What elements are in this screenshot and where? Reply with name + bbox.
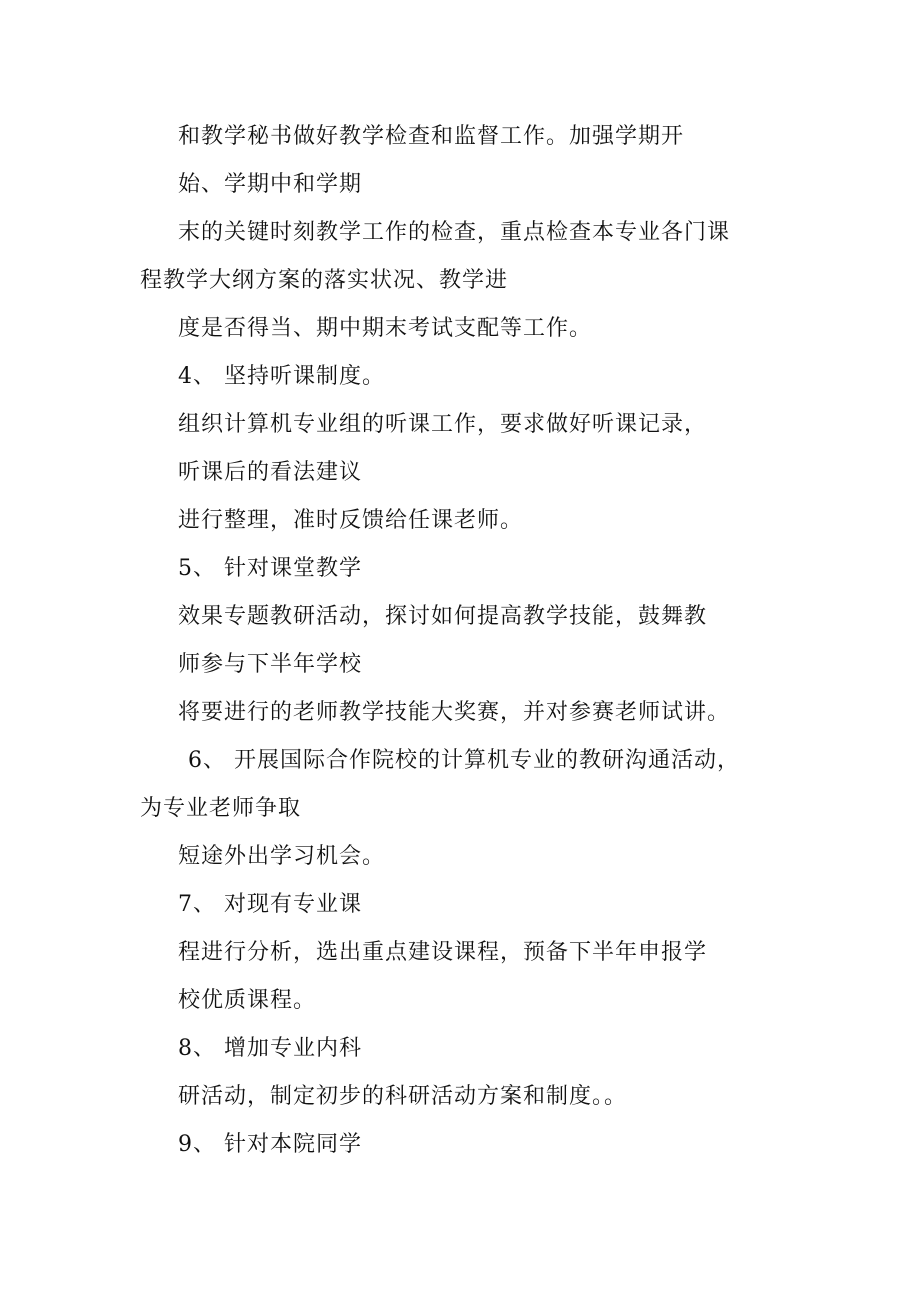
text-line: 校优质课程。 [178, 988, 317, 1013]
text-line: 末的关键时刻教学工作的检查，重点检查本专业各门课 [178, 220, 731, 245]
list-item-heading: 6、 开展国际合作院校的计算机专业的教研沟通活动， [188, 748, 740, 773]
text-line: 短途外出学习机会。 [178, 844, 386, 869]
text-line: 组织计算机专业组的听课工作，要求做好听课记录， [178, 412, 708, 437]
text-line: 将要进行的老师教学技能大奖赛，并对参赛老师试讲。 [178, 700, 731, 725]
text-line: 和教学秘书做好教学检查和监督工作。加强学期开 [178, 124, 685, 149]
list-item-heading: 7、 对现有专业课 [178, 892, 362, 917]
text-line: 进行整理，准时反馈给任课老师。 [178, 508, 524, 533]
text-line: 始、学期中和学期 [178, 172, 363, 197]
list-item-heading: 9、 针对本院同学 [178, 1132, 362, 1157]
text-line: 听课后的看法建议 [178, 460, 363, 485]
text-line: 度是否得当、期中期末考试支配等工作。 [178, 316, 593, 341]
text-line: 程进行分析，选出重点建设课程，预备下半年申报学 [178, 940, 708, 965]
text-line: 研活动，制定初步的科研活动方案和制度。。 [178, 1084, 628, 1109]
list-item-heading: 4、 坚持听课制度。 [178, 364, 385, 389]
text-line: 程教学大纲方案的落实状况、教学进 [140, 268, 509, 293]
text-line: 为专业老师争取 [140, 796, 302, 821]
text-line: 师参与下半年学校 [178, 652, 363, 677]
text-line: 效果专题教研活动，探讨如何提高教学技能，鼓舞教 [178, 604, 708, 629]
list-item-heading: 5、 针对课堂教学 [178, 556, 362, 581]
list-item-heading: 8、 增加专业内科 [178, 1036, 362, 1061]
